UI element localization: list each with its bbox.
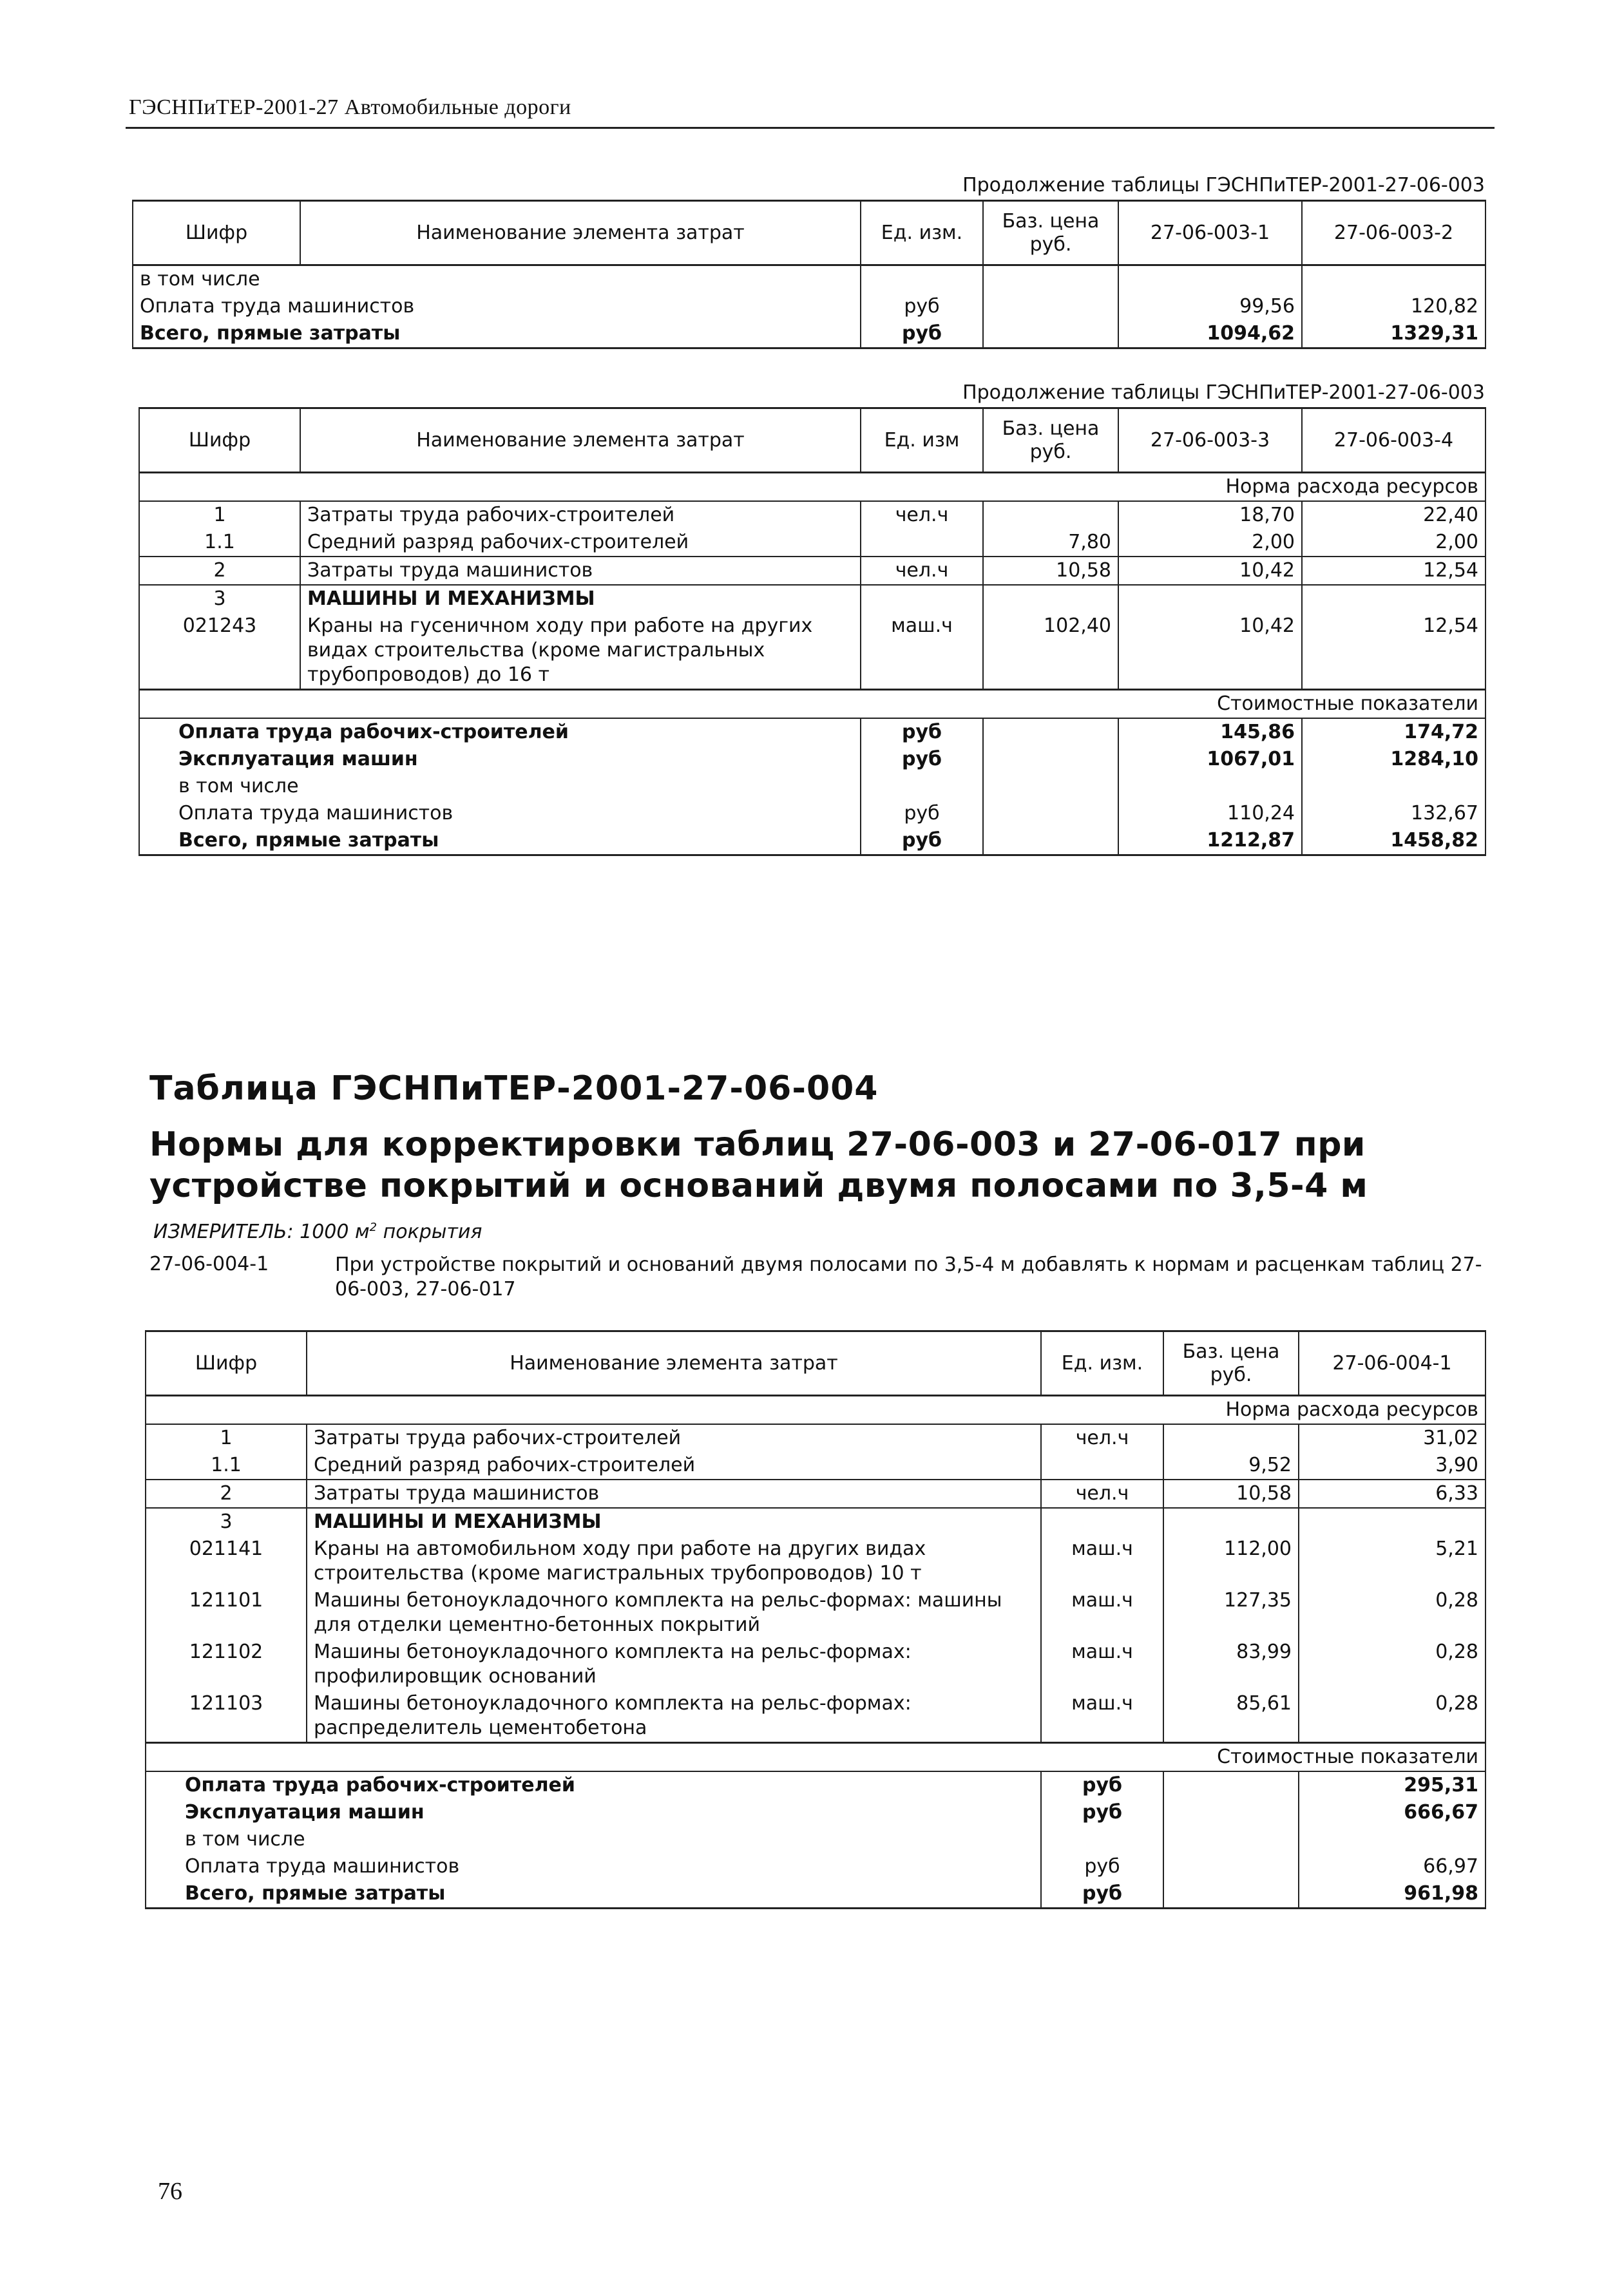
- header-base-price: Баз. цена руб.: [1163, 1331, 1299, 1396]
- band-norm: Норма расхода ресурсов: [146, 1396, 1485, 1425]
- table-row: 1.1 Средний разряд рабочих-строителей 7,80 2,00 2,00: [139, 529, 1485, 557]
- table-row: 3 МАШИНЫ И МЕХАНИЗМЫ: [146, 1508, 1485, 1536]
- table-b: [139, 407, 1486, 856]
- table-row: Оплата труда рабочих-строителей руб 145,86 174,72: [139, 718, 1485, 746]
- table-row: 021141 Краны на автомобильном ходу при работе на других видах строительства (кроме магистральных трубопроводов) 10 т маш.ч 112,00 5,21: [146, 1536, 1485, 1587]
- table-row: Всего, прямые затраты руб 1212,87 1458,82: [139, 827, 1485, 855]
- table-row: 121101 Машины бетоноукладочного комплекта на рельс-формах: машины для отделки цементно-бетонных покрытий маш.ч 127,35 0,28: [146, 1587, 1485, 1639]
- table-row: 2 Затраты труда машинистов чел.ч 10,58 10,42 12,54: [139, 557, 1485, 585]
- table-row: Оплата труда машинистов руб 66,97: [146, 1853, 1485, 1880]
- header-cipher: Шифр: [139, 408, 300, 473]
- band-norm: Норма расхода ресурсов: [139, 473, 1485, 502]
- table-a: [132, 200, 1486, 349]
- header-unit: Ед. изм: [861, 408, 983, 473]
- table-row: в том числе: [139, 773, 1485, 800]
- header-unit: Ед. изм.: [861, 201, 983, 265]
- continuation-caption-a: Продолжение таблицы ГЭСНПиТЕР-2001-27-06-003: [962, 174, 1485, 196]
- header-base-price: Баз. цена руб.: [983, 408, 1118, 473]
- header-col: 27-06-003-4: [1302, 408, 1485, 473]
- continuation-caption-b: Продолжение таблицы ГЭСНПиТЕР-2001-27-06-003: [962, 381, 1485, 404]
- header-name: Наименование элемента затрат: [307, 1331, 1041, 1396]
- note-code: 27-06-004-1: [149, 1253, 269, 1275]
- header-cipher: Шифр: [133, 201, 300, 265]
- header-col: 27-06-003-1: [1118, 201, 1302, 265]
- table-row: 2 Затраты труда машинистов чел.ч 10,58 6,33: [146, 1480, 1485, 1508]
- band-cost: Стоимостные показатели: [146, 1743, 1485, 1772]
- header-col: 27-06-003-2: [1302, 201, 1485, 265]
- table-row: 021243 Краны на гусеничном ходу при работе на других видах строительства (кроме магистральных трубопроводов) до 16 т маш.ч 102,40 10,42 12,54: [139, 613, 1485, 690]
- table-row: Оплата труда рабочих-строителей руб 295,31: [146, 1771, 1485, 1799]
- table-row: 121103 Машины бетоноукладочного комплекта на рельс-формах: распределитель цементобетона маш.ч 85,61 0,28: [146, 1690, 1485, 1743]
- table-row: в том числе: [146, 1826, 1485, 1853]
- header-col: 27-06-003-3: [1118, 408, 1302, 473]
- table-row: 1 Затраты труда рабочих-строителей чел.ч 18,70 22,40: [139, 501, 1485, 529]
- table-row: Оплата труда машинистов руб 110,24 132,67: [139, 800, 1485, 827]
- section-subtitle: Нормы для корректировки таблиц 27-06-003 и 27-06-017 при устройстве покрытий и оснований двумя полосами по 3,5-4 м: [149, 1125, 1368, 1205]
- header-cipher: Шифр: [146, 1331, 307, 1396]
- note-text: При устройстве покрытий и оснований двумя полосами по 3,5-4 м добавлять к нормам и расценкам таблиц 27-06-003, 27-06-017: [335, 1253, 1482, 1300]
- table-row: в том числе: [133, 265, 1485, 294]
- table-row: Всего, прямые затраты руб 1094,62 1329,31: [133, 320, 1485, 348]
- meter-line: ИЗМЕРИТЕЛЬ: 1000 $м^2$ покрытия: [153, 1221, 482, 1243]
- table-row: Эксплуатация машин руб 1067,01 1284,10: [139, 746, 1485, 773]
- table-row: 1.1 Средний разряд рабочих-строителей 9,52 3,90: [146, 1452, 1485, 1480]
- header-unit: Ед. изм.: [1041, 1331, 1163, 1396]
- table-row: Эксплуатация машин руб 666,67: [146, 1799, 1485, 1826]
- table-c: [145, 1330, 1486, 1909]
- header-rule: [126, 127, 1495, 129]
- table-row: 1 Затраты труда рабочих-строителей чел.ч 31,02: [146, 1424, 1485, 1452]
- table-row: Всего, прямые затраты руб 961,98: [146, 1880, 1485, 1909]
- section-title: Таблица ГЭСНПиТЕР-2001-27-06-004: [149, 1069, 879, 1108]
- band-cost: Стоимостные показатели: [139, 690, 1485, 719]
- running-head: ГЭСНПиТЕР-2001-27 Автомобильные дороги: [129, 95, 571, 119]
- header-col: 27-06-004-1: [1299, 1331, 1485, 1396]
- table-row: 3 МАШИНЫ И МЕХАНИЗМЫ: [139, 585, 1485, 613]
- header-name: Наименование элемента затрат: [300, 201, 861, 265]
- table-row: 121102 Машины бетоноукладочного комплекта на рельс-формах: профилировщик оснований маш.ч 83,99 0,28: [146, 1639, 1485, 1690]
- table-row: Оплата труда машинистов руб 99,56 120,82: [133, 293, 1485, 320]
- header-name: Наименование элемента затрат: [300, 408, 861, 473]
- page-number: 76: [158, 2178, 182, 2205]
- header-base-price: Баз. цена руб.: [983, 201, 1118, 265]
